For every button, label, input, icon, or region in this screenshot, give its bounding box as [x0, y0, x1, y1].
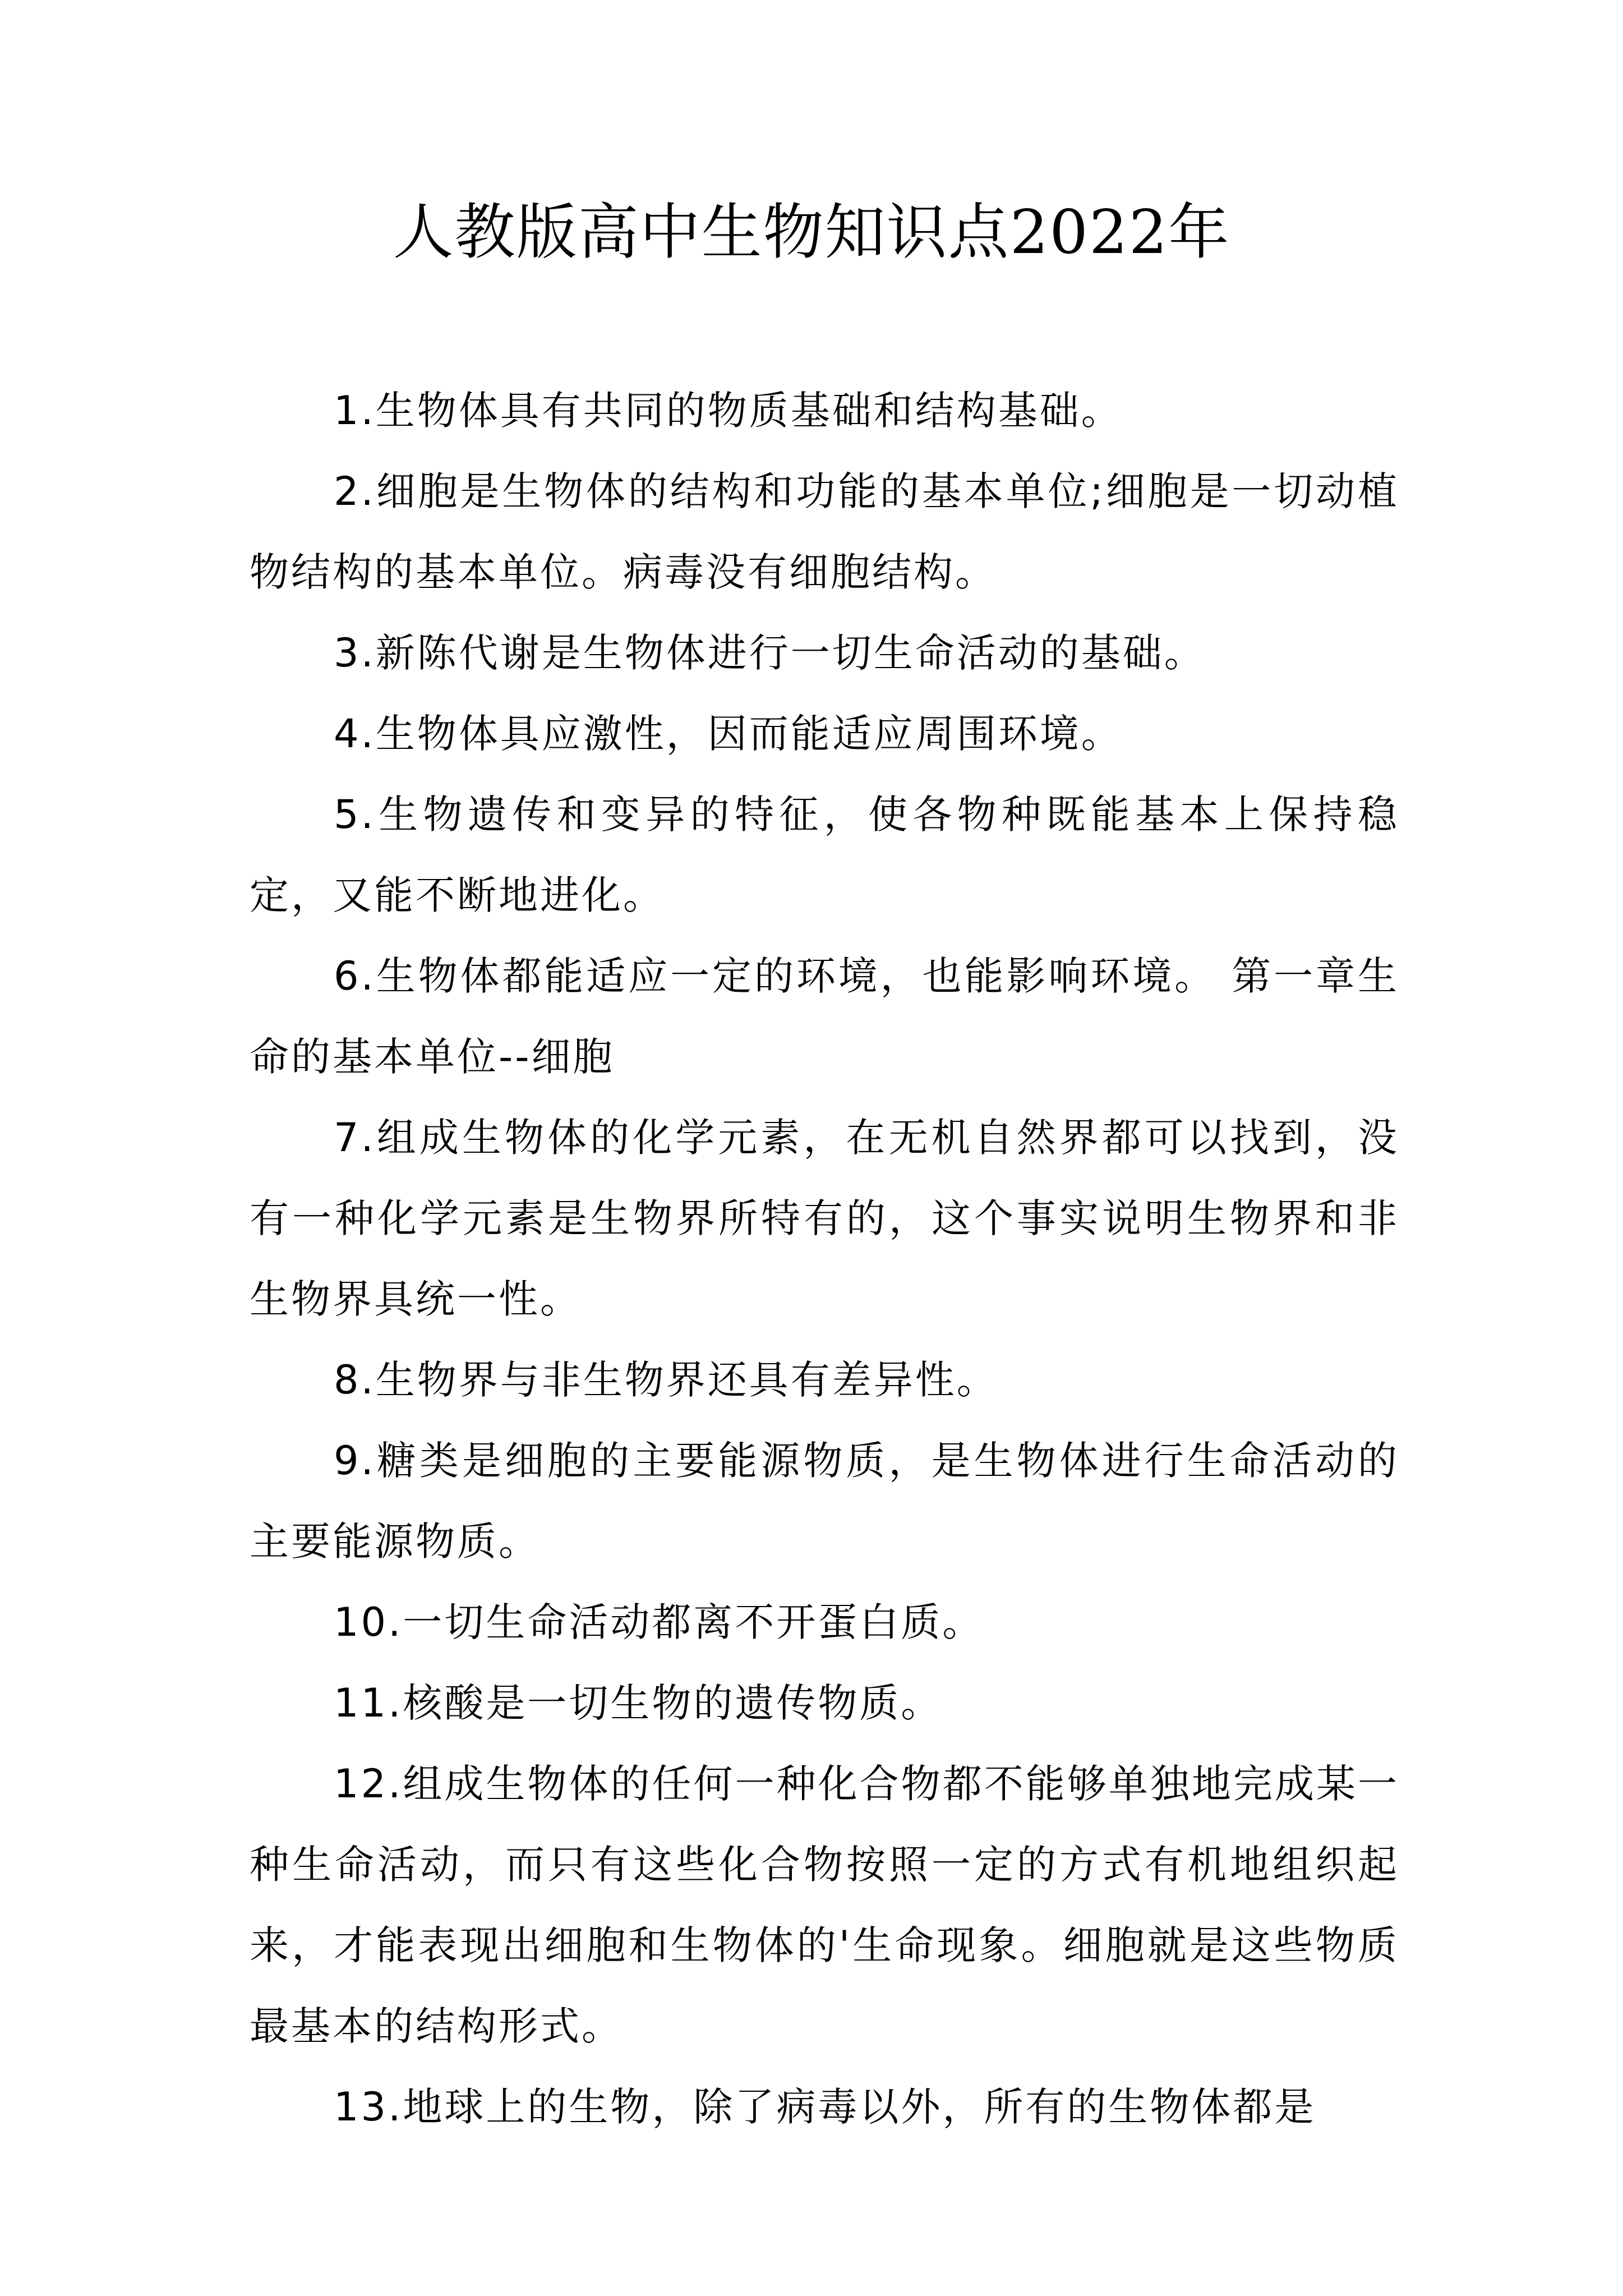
paragraph-11: 11.核酸是一切生物的遗传物质。: [334, 1680, 943, 1726]
paragraph-10: 10.一切生命活动都离不开蛋白质。: [334, 1599, 984, 1645]
paragraph-5: 5.生物遗传和变异的特征，使各物种既能基本上保持稳定，又能不断地进化。: [250, 792, 1399, 918]
paragraph-6: 6.生物体都能适应一定的环境，也能影响环境。 第一章生命的基本单位--细胞: [250, 953, 1399, 1080]
document-body: [250, 370, 1399, 2147]
paragraph-2: 2.细胞是生物体的结构和功能的基本单位;细胞是一切动植物结构的基本单位。病毒没有细胞结构。: [250, 468, 1399, 595]
document-title: 人教版高中生物知识点2022年: [393, 197, 1230, 268]
paragraph-3: 3.新陈代谢是生物体进行一切生命活动的基础。: [334, 630, 1206, 676]
paragraph-12: 12.组成生物体的任何一种化合物都不能够单独地完成某一种生命活动，而只有这些化合物按照一定的方式有机地组织起来，才能表现出细胞和生物体的'生命现象。细胞就是这些物质最基本的结构形式。: [250, 1761, 1399, 2049]
paragraph-7: 7.组成生物体的化学元素，在无机自然界都可以找到，没有一种化学元素是生物界所特有的，这个事实说明生物界和非生物界具统一性。: [250, 1115, 1399, 1322]
paragraph-8: 8.生物界与非生物界还具有差异性。: [334, 1357, 998, 1403]
paragraph-9: 9.糖类是细胞的主要能源物质，是生物体进行生命活动的主要能源物质。: [250, 1438, 1399, 1565]
paragraph-13: 13.地球上的生物，除了病毒以外，所有的生物体都是: [334, 2084, 1316, 2130]
paragraph-1: 1.生物体具有共同的物质基础和结构基础。: [334, 388, 1123, 434]
paragraph-4: 4.生物体具应激性，因而能适应周围环境。: [334, 711, 1123, 757]
